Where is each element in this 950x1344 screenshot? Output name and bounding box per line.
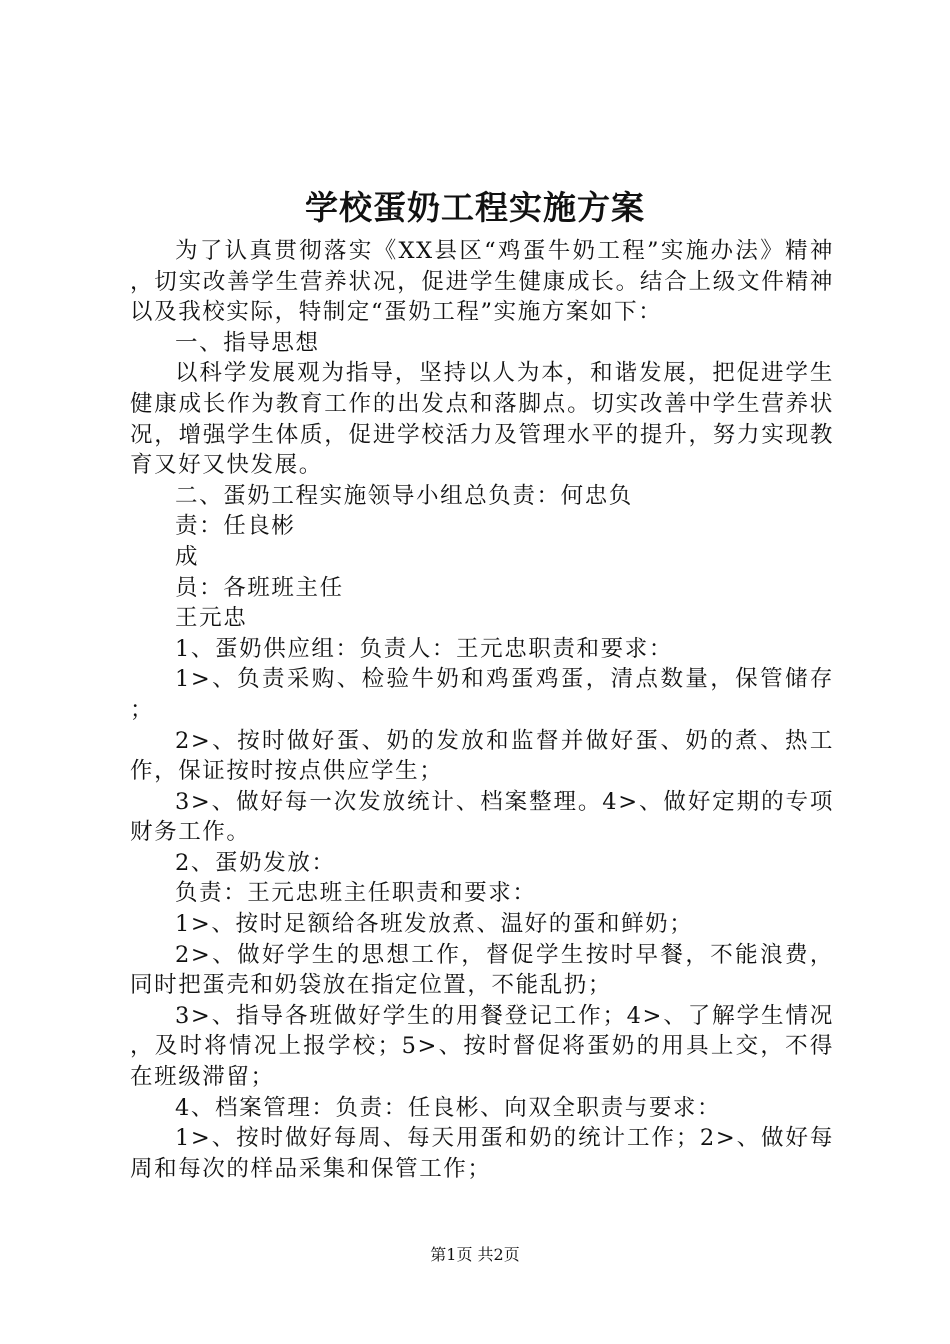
section-heading-guiding-ideology: 一、指导思想 — [175, 329, 320, 356]
paragraph-intro: 为了认真贯彻落实《XX县区“鸡蛋牛奶工程”实施办法》精神，切实改善学生营养状况，促进学生健康成长。结合上级文件精神以及我校实际，特制定“蛋奶工程”实施方案如下： — [130, 238, 834, 326]
document-body — [130, 236, 834, 1184]
page-footer: 第1页 共2页 — [430, 1245, 520, 1264]
paragraph-guiding-ideology: 以科学发展观为指导，坚持以人为本，和谐发展，把促进学生健康成长作为教育工作的出发点和落脚点。切实改善中学生营养状况，增强学生体质，促进学校活力及管理水平的提升，努力实现教育又好又快发展。 — [130, 360, 834, 479]
subsection-archive-management: 4、档案管理：负责：任良彬、向双全职责与要求： — [175, 1094, 722, 1121]
list-item-distribution-1: 1>、按时足额给各班发放煮、温好的蛋和鲜奶； — [175, 911, 694, 938]
paragraph-leadership-members: 员：各班班主任 — [175, 574, 344, 601]
subsection-distribution: 2、蛋奶发放： — [175, 849, 336, 876]
paragraph-distribution-responsible: 负责：王元忠班主任职责和要求： — [175, 880, 537, 907]
list-item-distribution-3-5: 3>、指导各班做好学生的用餐登记工作；4>、了解学生情况，及时将情况上报学校；5>、按时督促将蛋奶的用具上交，不得在班级滞留； — [130, 1002, 834, 1091]
subsection-supply-group: 1、蛋奶供应组：负责人：王元忠职责和要求： — [175, 635, 673, 662]
paragraph-leadership-responsible: 责：任良彬 — [175, 513, 296, 540]
list-item-supply-3-4: 3>、做好每一次发放统计、档案整理。4>、做好定期的专项财务工作。 — [130, 788, 834, 846]
document-title: 学校蛋奶工程实施方案 — [305, 188, 645, 227]
list-item-supply-2: 2>、按时做好蛋、奶的发放和监督并做好蛋、奶的煮、热工作，保证按时按点供应学生； — [130, 727, 834, 785]
list-item-archive-1-2: 1>、按时做好每周、每天用蛋和奶的统计工作；2>、做好每周和每次的样品采集和保管工作； — [130, 1125, 834, 1182]
paragraph-leadership-name: 王元忠 — [175, 605, 248, 632]
section-heading-leadership-group: 二、蛋奶工程实施领导小组总负责：何忠负 — [175, 482, 633, 509]
list-item-supply-1: 1>、负责采购、检验牛奶和鸡蛋鸡蛋，清点数量，保管储存； — [130, 666, 834, 723]
list-item-distribution-2: 2>、做好学生的思想工作，督促学生按时早餐，不能浪费，同时把蛋壳和奶袋放在指定位置，不能乱扔； — [130, 941, 834, 999]
paragraph-leadership-members-label: 成 — [175, 543, 200, 570]
